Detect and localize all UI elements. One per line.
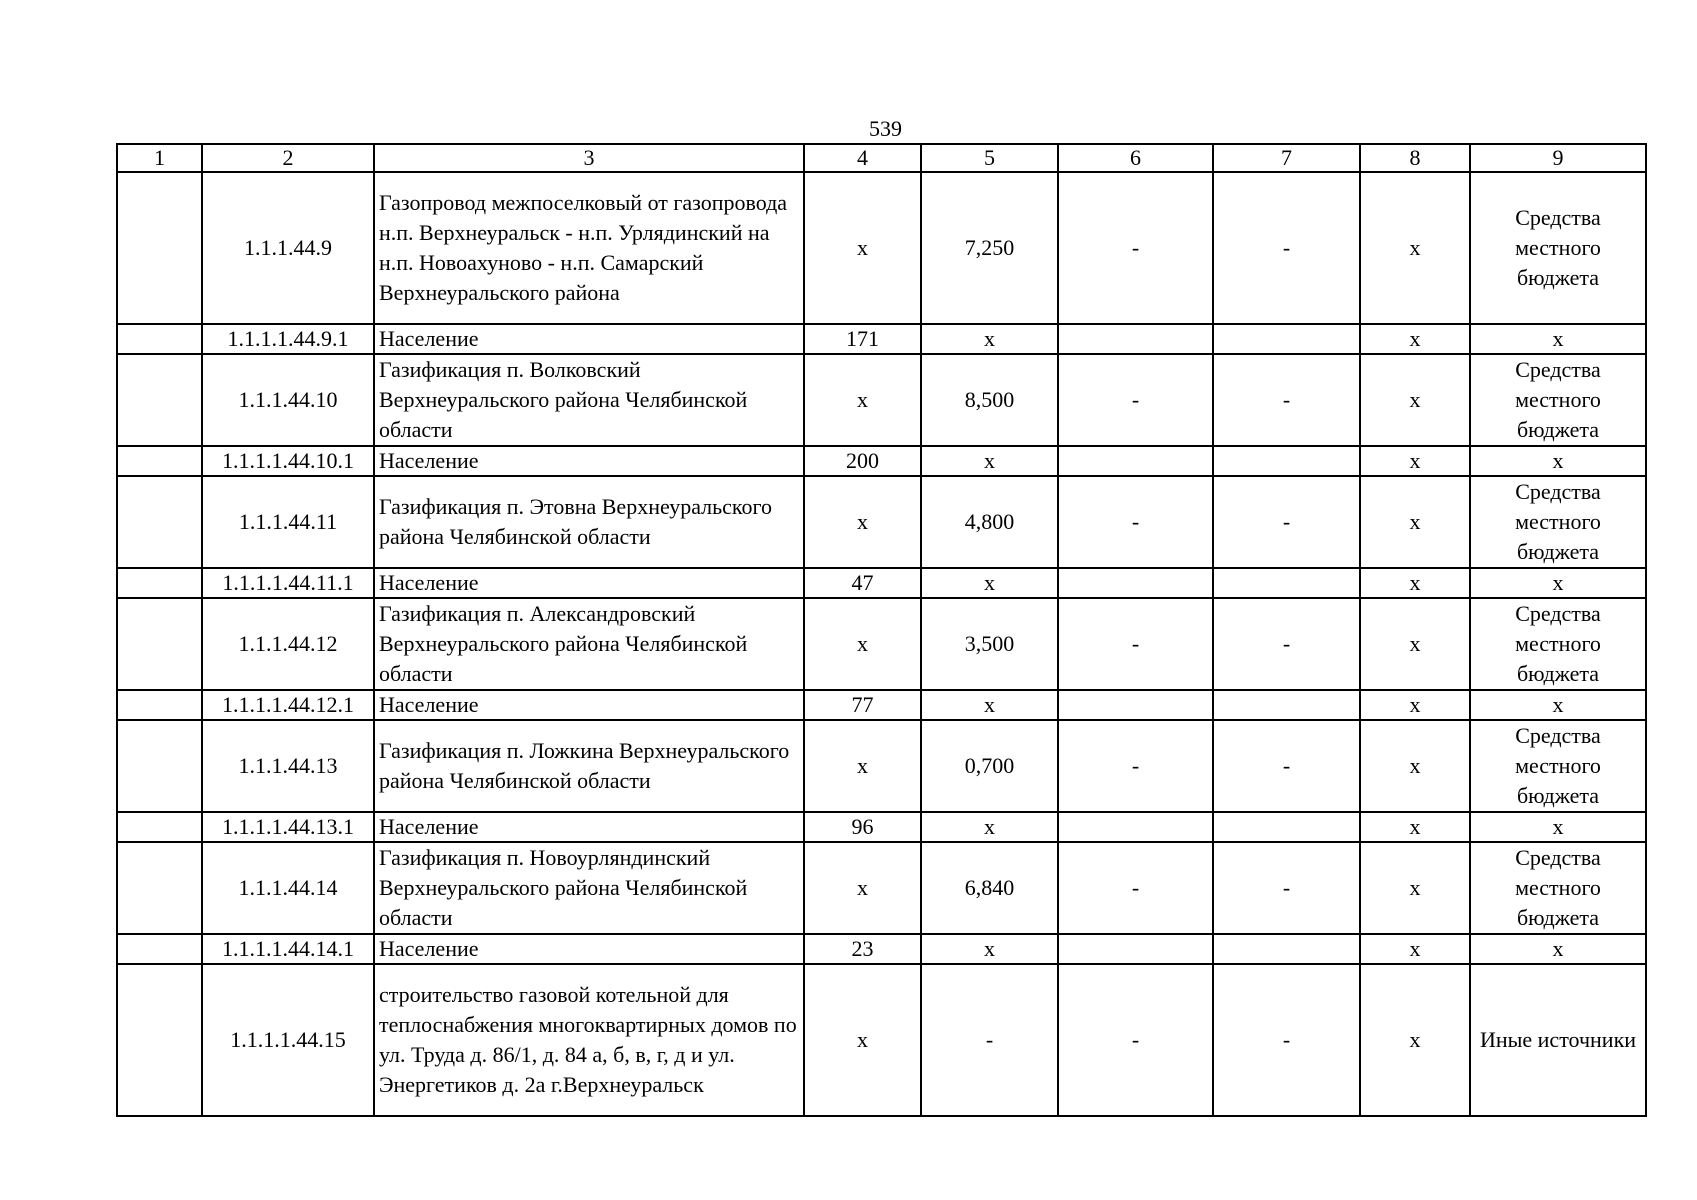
col7-cell xyxy=(1213,934,1360,964)
population-cell: х xyxy=(804,354,921,446)
item-code-cell: 1.1.1.1.44.10.1 xyxy=(202,446,374,476)
population-row xyxy=(117,690,1646,720)
col6-cell: - xyxy=(1058,354,1213,446)
funding-source-cell: Средства местного бюджета xyxy=(1470,172,1646,324)
col8-cell: х xyxy=(1360,568,1470,598)
funding-source-cell: Средства местного бюджета xyxy=(1470,354,1646,446)
description-cell: Газификация п. Александровский Верхнеуральского района Челябинской области xyxy=(374,598,804,690)
funding-source-cell: Средства местного бюджета xyxy=(1470,598,1646,690)
row-index-cell xyxy=(117,720,202,812)
project-row xyxy=(117,598,1646,690)
col6-cell: - xyxy=(1058,172,1213,324)
col8-cell: х xyxy=(1360,720,1470,812)
row-index-cell xyxy=(117,324,202,354)
header-cell: 1 xyxy=(117,144,202,172)
col6-cell xyxy=(1058,934,1213,964)
item-code-cell: 1.1.1.44.11 xyxy=(202,476,374,568)
col8-cell: х xyxy=(1360,172,1470,324)
col7-cell: - xyxy=(1213,172,1360,324)
value-cell: 7,250 xyxy=(921,172,1058,324)
header-cell: 9 xyxy=(1470,144,1646,172)
row-index-cell xyxy=(117,446,202,476)
header-cell: 8 xyxy=(1360,144,1470,172)
col6-cell: - xyxy=(1058,476,1213,568)
population-cell: х xyxy=(804,476,921,568)
col6-cell: - xyxy=(1058,598,1213,690)
value-cell: 4,800 xyxy=(921,476,1058,568)
value-cell: х xyxy=(921,324,1058,354)
row-index-cell xyxy=(117,476,202,568)
header-cell: 5 xyxy=(921,144,1058,172)
col8-cell: х xyxy=(1360,476,1470,568)
description-cell: Население xyxy=(374,690,804,720)
row-index-cell xyxy=(117,598,202,690)
col8-cell: х xyxy=(1360,598,1470,690)
item-code-cell: 1.1.1.44.12 xyxy=(202,598,374,690)
funding-source-cell: х xyxy=(1470,446,1646,476)
funding-source-cell: х xyxy=(1470,568,1646,598)
col7-cell: - xyxy=(1213,842,1360,934)
item-code-cell: 1.1.1.1.44.12.1 xyxy=(202,690,374,720)
col8-cell: х xyxy=(1360,446,1470,476)
col8-cell: х xyxy=(1360,934,1470,964)
population-cell: х xyxy=(804,598,921,690)
description-cell: Газопровод межпоселковый от газопровода н.п. Верхнеуральск - н.п. Урлядинский на н.п. Новоахуново - н.п. Самарский Верхнеуральского района xyxy=(374,172,804,324)
col8-cell: х xyxy=(1360,964,1470,1116)
value-cell: х xyxy=(921,812,1058,842)
item-code-cell: 1.1.1.44.9 xyxy=(202,172,374,324)
funding-source-cell: х xyxy=(1470,812,1646,842)
col7-cell: - xyxy=(1213,476,1360,568)
row-index-cell xyxy=(117,964,202,1116)
col6-cell: - xyxy=(1058,842,1213,934)
description-cell: Газификация п. Волковский Верхнеуральского района Челябинской области xyxy=(374,354,804,446)
col6-cell xyxy=(1058,690,1213,720)
value-cell: - xyxy=(921,964,1058,1116)
col7-cell: - xyxy=(1213,354,1360,446)
item-code-cell: 1.1.1.44.13 xyxy=(202,720,374,812)
table-body xyxy=(117,144,1646,1116)
item-code-cell: 1.1.1.1.44.9.1 xyxy=(202,324,374,354)
description-cell: Население xyxy=(374,568,804,598)
description-cell: строительство газовой котельной для теплоснабжения многоквартирных домов по ул. Труда д. 86/1, д. 84 а, б, в, г, д и ул. Энергетиков д. 2а г.Верхнеуральск xyxy=(374,964,804,1116)
population-cell: 96 xyxy=(804,812,921,842)
row-index-cell xyxy=(117,354,202,446)
funding-source-cell: х xyxy=(1470,934,1646,964)
header-cell: 2 xyxy=(202,144,374,172)
population-cell: х xyxy=(804,964,921,1116)
value-cell: 3,500 xyxy=(921,598,1058,690)
col6-cell: - xyxy=(1058,964,1213,1116)
data-table xyxy=(116,143,1647,1117)
value-cell: 6,840 xyxy=(921,842,1058,934)
value-cell: х xyxy=(921,568,1058,598)
description-cell: Население xyxy=(374,934,804,964)
value-cell: х xyxy=(921,446,1058,476)
col7-cell xyxy=(1213,690,1360,720)
funding-source-cell: Средства местного бюджета xyxy=(1470,842,1646,934)
col7-cell xyxy=(1213,324,1360,354)
col8-cell: х xyxy=(1360,354,1470,446)
col6-cell xyxy=(1058,568,1213,598)
item-code-cell: 1.1.1.1.44.15 xyxy=(202,964,374,1116)
project-row xyxy=(117,720,1646,812)
population-cell: х xyxy=(804,720,921,812)
population-cell: 77 xyxy=(804,690,921,720)
population-cell: 200 xyxy=(804,446,921,476)
col7-cell: - xyxy=(1213,720,1360,812)
item-code-cell: 1.1.1.1.44.11.1 xyxy=(202,568,374,598)
population-row xyxy=(117,446,1646,476)
col7-cell: - xyxy=(1213,964,1360,1116)
header-cell: 6 xyxy=(1058,144,1213,172)
population-row xyxy=(117,812,1646,842)
population-cell: 171 xyxy=(804,324,921,354)
value-cell: х xyxy=(921,934,1058,964)
col6-cell: - xyxy=(1058,720,1213,812)
project-row xyxy=(117,172,1646,324)
row-index-cell xyxy=(117,568,202,598)
value-cell: х xyxy=(921,690,1058,720)
row-index-cell xyxy=(117,842,202,934)
funding-source-cell: х xyxy=(1470,324,1646,354)
col8-cell: х xyxy=(1360,690,1470,720)
col7-cell xyxy=(1213,812,1360,842)
item-code-cell: 1.1.1.1.44.13.1 xyxy=(202,812,374,842)
col8-cell: х xyxy=(1360,324,1470,354)
value-cell: 0,700 xyxy=(921,720,1058,812)
population-row xyxy=(117,568,1646,598)
col6-cell xyxy=(1058,812,1213,842)
header-cell: 4 xyxy=(804,144,921,172)
project-row xyxy=(117,842,1646,934)
funding-source-cell: х xyxy=(1470,690,1646,720)
description-cell: Население xyxy=(374,324,804,354)
description-cell: Газификация п. Новоурляндинский Верхнеуральского района Челябинской области xyxy=(374,842,804,934)
description-cell: Газификация п. Ложкина Верхнеуральского района Челябинской области xyxy=(374,720,804,812)
funding-source-cell: Средства местного бюджета xyxy=(1470,476,1646,568)
population-cell: 47 xyxy=(804,568,921,598)
funding-source-cell: Средства местного бюджета xyxy=(1470,720,1646,812)
description-cell: Газификация п. Этовна Верхнеуральского района Челябинской области xyxy=(374,476,804,568)
value-cell: 8,500 xyxy=(921,354,1058,446)
population-cell: х xyxy=(804,842,921,934)
population-row xyxy=(117,934,1646,964)
project-row xyxy=(117,354,1646,446)
row-index-cell xyxy=(117,690,202,720)
population-cell: 23 xyxy=(804,934,921,964)
item-code-cell: 1.1.1.44.14 xyxy=(202,842,374,934)
page-number: 539 xyxy=(869,116,902,141)
row-index-cell xyxy=(117,812,202,842)
project-row xyxy=(117,476,1646,568)
col7-cell xyxy=(1213,568,1360,598)
description-cell: Население xyxy=(374,446,804,476)
header-cell: 3 xyxy=(374,144,804,172)
population-row xyxy=(117,324,1646,354)
header-cell: 7 xyxy=(1213,144,1360,172)
item-code-cell: 1.1.1.44.10 xyxy=(202,354,374,446)
item-code-cell: 1.1.1.1.44.14.1 xyxy=(202,934,374,964)
description-cell: Население xyxy=(374,812,804,842)
funding-source-cell: Иные источники xyxy=(1470,964,1646,1116)
col7-cell xyxy=(1213,446,1360,476)
population-cell: х xyxy=(804,172,921,324)
col8-cell: х xyxy=(1360,812,1470,842)
col7-cell: - xyxy=(1213,598,1360,690)
project-row xyxy=(117,964,1646,1116)
header-row xyxy=(117,144,1646,172)
row-index-cell xyxy=(117,172,202,324)
row-index-cell xyxy=(117,934,202,964)
col8-cell: х xyxy=(1360,842,1470,934)
col6-cell xyxy=(1058,446,1213,476)
col6-cell xyxy=(1058,324,1213,354)
